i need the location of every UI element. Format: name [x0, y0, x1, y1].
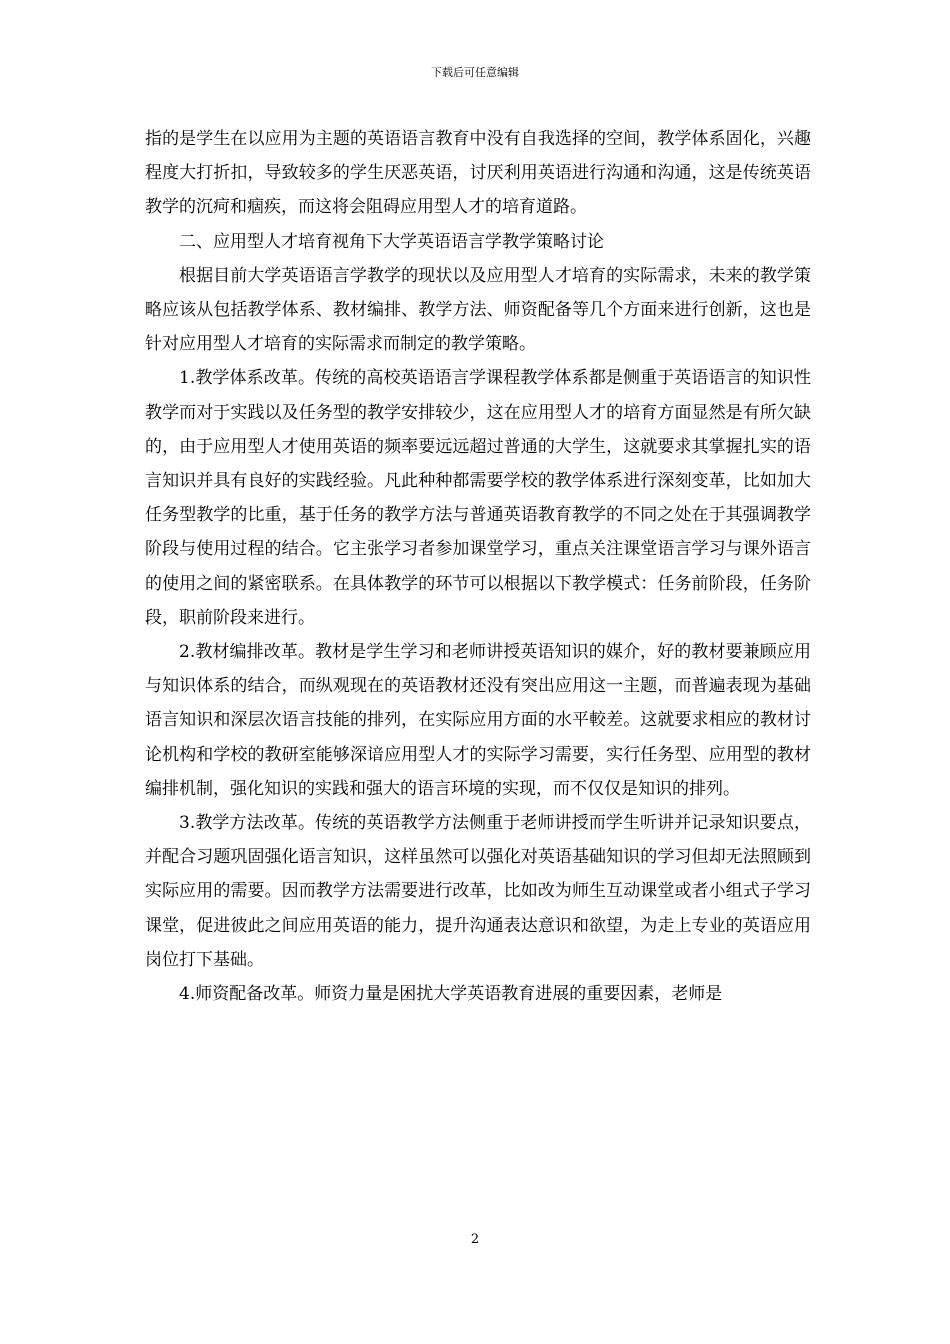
- paragraph-5: 3.教学方法改革。传统的英语教学方法侧重于老师讲授而学生听讲并记录知识要点，并配合习题巩固强化语言知识，这样虽然可以强化对英语基础知识的学习但却无法照顾到实际应用的需要。因而教学方法需要进行改革，比如改为师生互动课堂或者小组式子学习课堂，促进彼此之间应用英语的能力，提升沟通表达意识和欲望，为走上专业的英语应用岗位打下基础。: [145, 813, 811, 970]
- paragraph-4: 2.教材编排改革。教材是学生学习和老师讲授英语知识的媒介，好的教材要兼顾应用与知识体系的结合，而纵观现在的英语教材还没有突出应用这一主题，而普遍表现为基础语言知识和深层次语言技能的排列，在实际应用方面的水平較差。这就要求相应的教材讨论机构和学校的教研室能够深谙应用型人才的实际学习需要，实行任务型、应用型的教材编排机制，强化知识的实践和强大的语言环境的实现，而不仅仅是知识的排列。: [145, 642, 811, 799]
- document-body: [145, 122, 811, 1011]
- paragraph-1: 指的是学生在以应用为主题的英语语言教育中没有自我选择的空间，教学体系固化，兴趣程度大打折扣，导致较多的学生厌恶英语，讨厌利用英语进行沟通和沟通，这是传统英语教学的沉疴和痼疾，而这将会阻碍应用型人才的培育道路。: [145, 129, 811, 218]
- section-heading: 二、应用型人才培育视角下大学英语语言学教学策略讨论: [179, 231, 604, 252]
- paragraph-2: 根据目前大学英语语言学教学的现状以及应用型人才培育的实际需求，未来的教学策略应该从包括教学体系、教材编排、教学方法、师资配备等几个方面来进行创新，这也是针对应用型人才培育的实际需求而制定的教学策略。: [145, 265, 811, 355]
- paragraph-6: 4.师资配备改革。师资力量是困扰大学英语教育进展的重要因素，老师是: [179, 984, 723, 1005]
- page-number: 2: [470, 1232, 480, 1247]
- page-header: 下载后可任意编辑: [431, 66, 519, 79]
- paragraph-3: 1.教学体系改革。传统的高校英语语言学课程教学体系都是侧重于英语语言的知识性教学而对于实践以及任务型的教学安排较少，这在应用型人才的培育方面显然是有所欠缺的，由于应用型人才使用英语的频率要远远超过普通的大学生，这就要求其掌握扎实的语言知识并具有良好的实践经验。凡此种种都需要学校的教学体系进行深刻变革，比如加大任务型教学的比重，基于任务的教学方法与普通英语教育教学的不同之处在于其强调教学阶段与使用过程的结合。它主张学习者参加课堂学习，重点关注课堂语言学习与课外语言的使用之间的紧密联系。在具体教学的环节可以根据以下教学模式：任务前阶段，任务阶段，职前阶段来进行。: [145, 368, 811, 628]
